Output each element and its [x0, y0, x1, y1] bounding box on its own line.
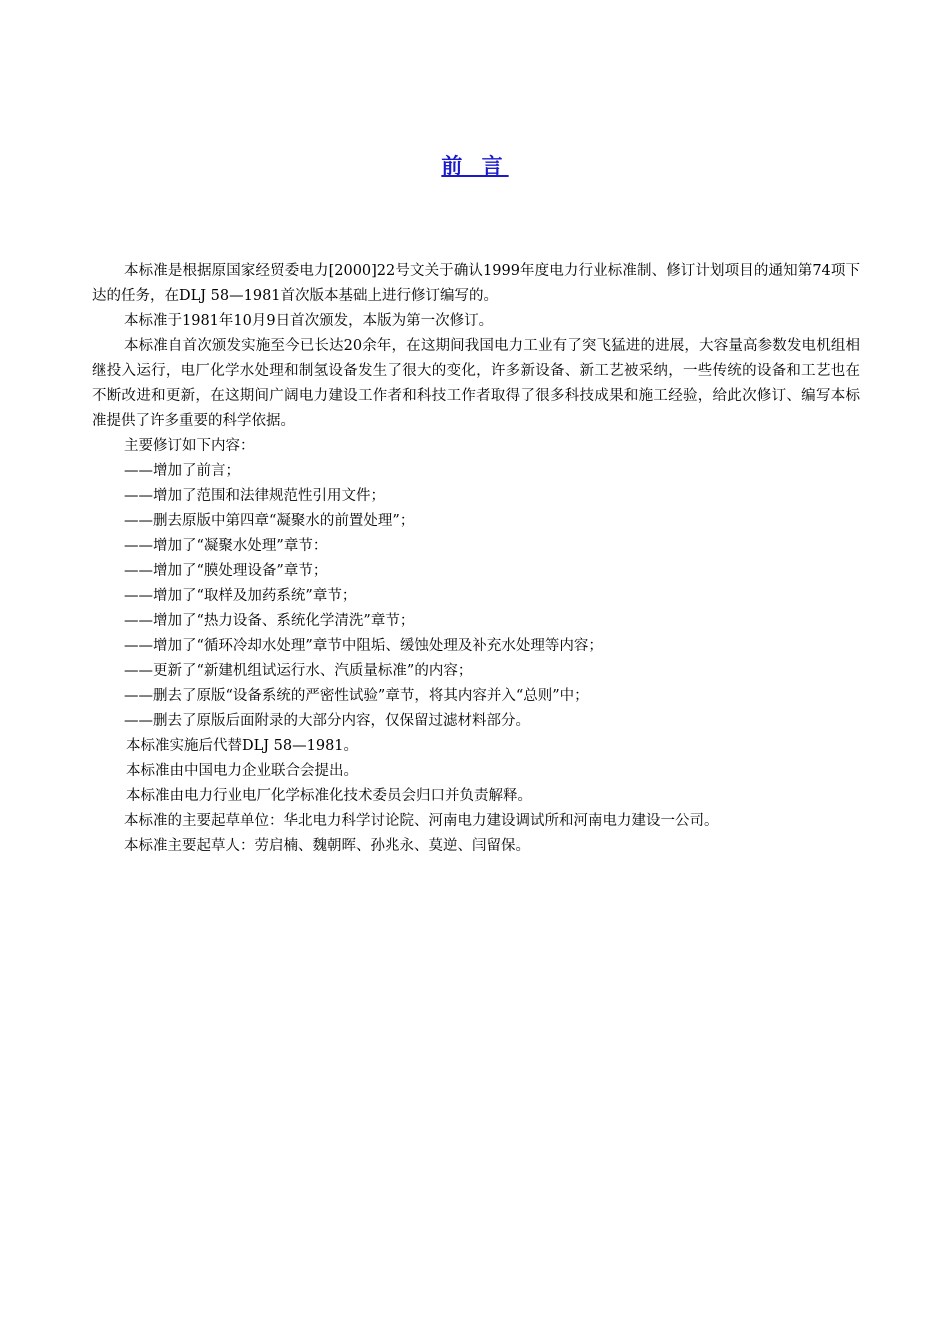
- revision-item: ——删去了原版“设备系统的严密性试验”章节，将其内容并入“总则”中；: [124, 688, 589, 704]
- revision-item: ——删去了原版后面附录的大部分内容，仅保留过滤材料部分。: [124, 713, 530, 729]
- revision-item: ——增加了“取样及加药系统”章节；: [124, 588, 357, 604]
- paragraph-first-issue: 本标准于1981年10月9日首次颁发，本版为第一次修订。: [124, 313, 494, 329]
- revision-item: ——增加了“循环冷却水处理”章节中阻垢、缓蚀处理及补充水处理等内容；: [124, 638, 603, 654]
- revision-item: ——增加了范围和法律规范性引用文件；: [124, 488, 385, 504]
- page-title[interactable]: 前 言: [441, 154, 509, 178]
- replacement-statement: 本标准实施后代替DLJ 58—1981。: [126, 738, 359, 754]
- interpretation-statement: 本标准由电力行业电厂化学标准化技术委员会归口并负责解释。: [126, 788, 532, 804]
- revision-item: ——增加了“膜处理设备”章节；: [124, 563, 328, 579]
- revision-item: ——增加了“热力设备、系统化学清洗”章节；: [124, 613, 415, 629]
- revision-item: ——增加了“凝聚水处理”章节：: [124, 538, 328, 554]
- revision-item: ——更新了“新建机组试运行水、汽质量标准”的内容；: [124, 663, 473, 679]
- paragraph-revisions-intro: 主要修订如下内容：: [124, 438, 255, 454]
- drafting-units: 本标准的主要起草单位：华北电力科学讨论院、河南电力建设调试所和河南电力建设一公司。: [124, 813, 719, 829]
- paragraph-background: 本标准自首次颁发实施至今已长达20余年，在这期间我国电力工业有了突飞猛进的进展，大容量高参数发电机组相继投入运行，电厂化学水处理和制氢设备发生了很大的变化，许多新设备、新工艺被采纳，一些传统的设备和工艺也在不断改进和更新，在这期间广阔电力建设工作者和科技工作者取得了很多科技成果和施工经验，给此次修订、编写本标准提供了许多重要的科学依据。: [92, 338, 860, 429]
- revision-item: ——删去原版中第四章“凝聚水的前置处理”；: [124, 513, 415, 529]
- title-block: [0, 150, 950, 180]
- foreword-body: [92, 259, 860, 859]
- proposer-statement: 本标准由中国电力企业联合会提出。: [126, 763, 358, 779]
- drafters: 本标准主要起草人：劳启楠、魏朝晖、孙兆永、莫逆、闫留保。: [124, 838, 530, 854]
- revision-item: ——增加了前言；: [124, 463, 240, 479]
- paragraph-basis: 本标准是根据原国家经贸委电力[2000]22号文关于确认1999年度电力行业标准制、修订计划项目的通知第74项下达的任务，在DLJ 58—1981首次版本基础上进行修订编写的。: [92, 263, 860, 304]
